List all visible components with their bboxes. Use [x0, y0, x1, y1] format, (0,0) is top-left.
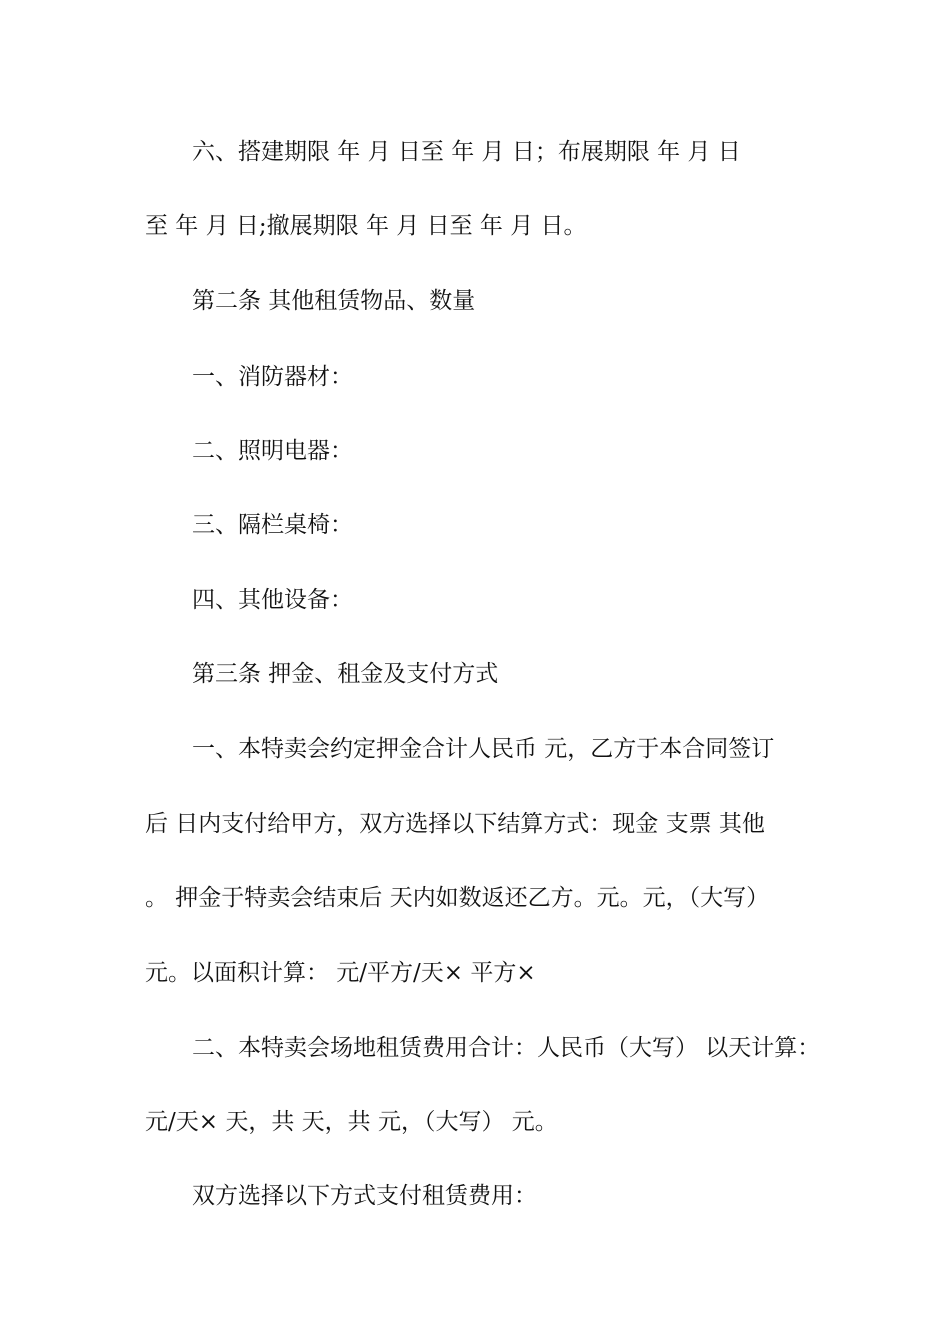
list-item: 四、其他设备：: [192, 587, 353, 613]
section-heading: 第三条 押金、租金及支付方式: [192, 661, 499, 687]
paragraph-line: 一、本特卖会约定押金合计人民币 元，乙方于本合同签订: [192, 736, 775, 762]
list-item: 三、隔栏桌椅：: [192, 512, 353, 538]
paragraph-line: 后 日内支付给甲方，双方选择以下结算方式：现金 支票 其他: [145, 811, 765, 837]
paragraph-line: 元/天× 天，共 天，共 元，（大写） 元。: [145, 1109, 558, 1135]
paragraph-line: 双方选择以下方式支付租赁费用：: [192, 1183, 537, 1209]
paragraph-line: 至 年 月 日;撤展期限 年 月 日至 年 月 日。: [145, 213, 587, 239]
paragraph-line: 六、搭建期限 年 月 日至 年 月 日；布展期限 年 月 日: [192, 139, 741, 165]
list-item: 二、照明电器：: [192, 438, 353, 464]
section-heading: 第二条 其他租赁物品、数量: [192, 288, 476, 314]
list-item: 一、消防器材：: [192, 364, 353, 390]
paragraph-line: 元。以面积计算： 元/平方/天× 平方×: [145, 960, 536, 986]
paragraph-line: 二、本特卖会场地租赁费用合计：人民币（大写） 以天计算：: [192, 1035, 821, 1061]
paragraph-line: 。 押金于特卖会结束后 天内如数返还乙方。元。元，（大写）: [145, 885, 770, 911]
